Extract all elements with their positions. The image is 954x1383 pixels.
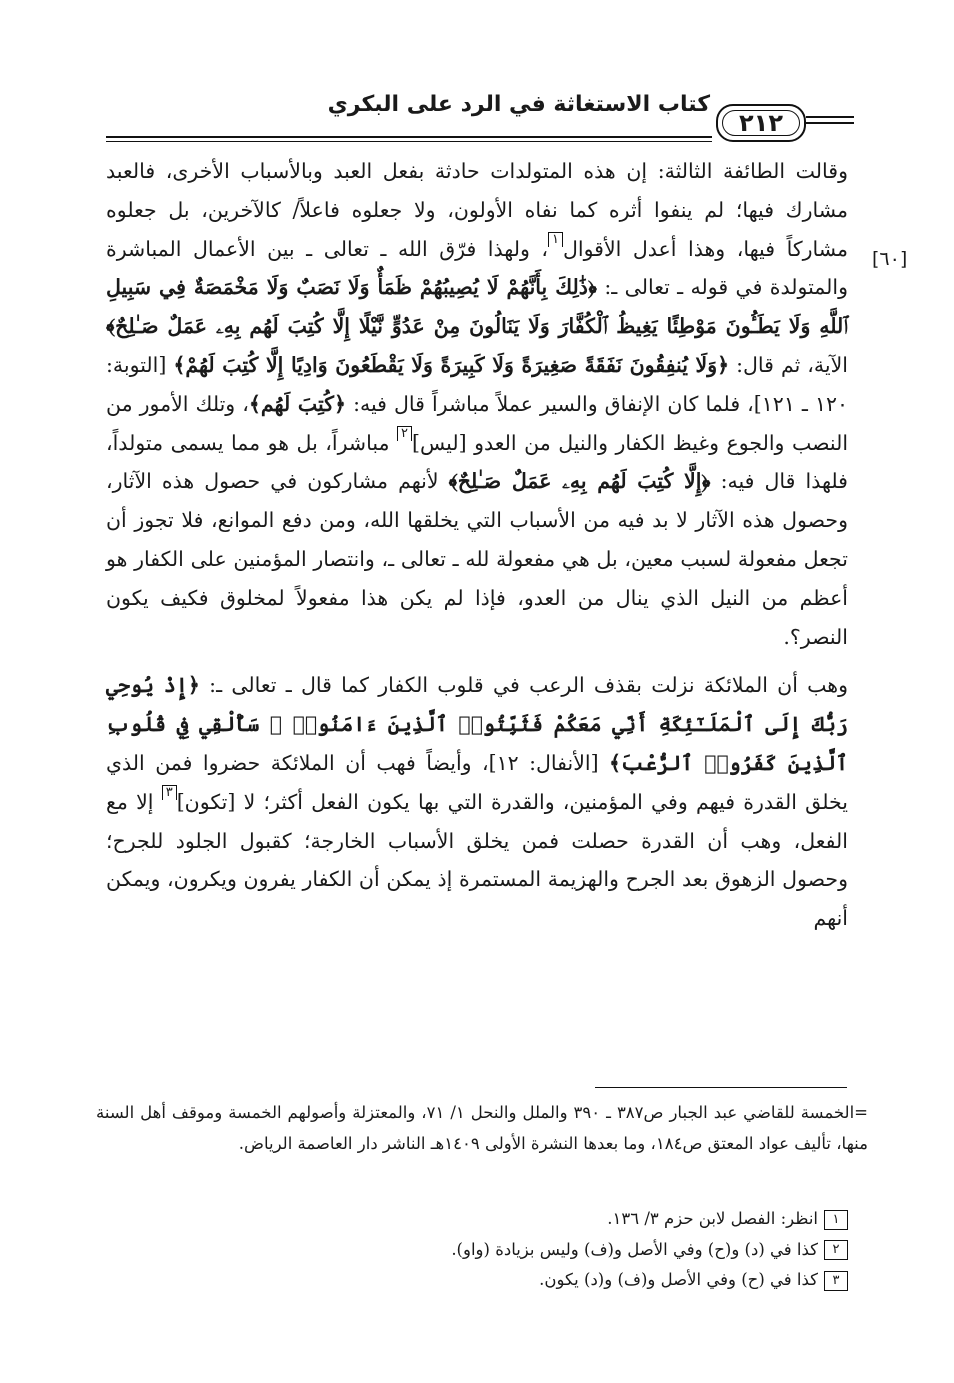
text-run: مباشراً، بل هو مما يسمى متولداً، فلهذا قال فيه:: [106, 430, 848, 494]
text-run: إلا مع الفعل، وهب أن القدرة حصلت فمن يخلق الأسباب الخارجة؛ كقبول الجلود للجرح؛ وحصول الزهوق بعد الجرح والهزيمة المستمرة إذ يمكن أن الكفار يفرون ويكرون، ويمكن أنهم: [106, 789, 848, 931]
text-run: لأنهم مشاركون في حصول هذه الآثار، وحصول هذه الآثار لا بد فيه من الأسباب التي يخلقها الله، ومن دفع الموانع، فلا تجوز أن تجعل مفعولة لسبب معين، بل هي مفعولة لله ـ تعالى ـ، وانتصار المؤمنين على الكفار هو أعظم من النيل الذي ينال من العدو، فإذا لم يكن هذا مفعولاً لمخلوق فكيف يكون النصر؟.: [106, 469, 848, 649]
footnote-list: [300, 1204, 848, 1296]
quran-quote: ﴿ذَٰلِكَ بِأَنَّهُمْ لَا يُصِيبُهُمْ ظَمَأٌ وَلَا نَصَبٌ وَلَا مَخْمَصَةٌ فِي سَبِيلِ ٱللَّهِ وَلَا يَطَـُٔونَ مَوْطِئًا يَغِيظُ ٱلْكُفَّارَ وَلَا يَنَالُونَ مِنْ عَدُوٍّ نَّيْلًا إِلَّا كُتِبَ لَهُم بِهِۦ عَمَلٌ صَـٰلِحٌ﴾: [106, 275, 848, 339]
text-run: ، ولهذا فرّق الله ـ تعالى ـ بين الأعمال المباشرة والمتولدة في قوله ـ تعالى ـ:: [106, 236, 849, 300]
header-rule: [806, 116, 854, 118]
header-underline: [106, 136, 712, 138]
quran-quote: ﴿إِذْ يُوحِي رَبُّكَ إِلَى ٱلْمَلَـٰٓئِكَةِ أَنِّي مَعَكُمْ فَثَبِّتُوا۟ ٱلَّذِينَ ءَامَنُوا۟ ۚ سَأُلْقِي فِي قُلُوبِ ٱلَّذِينَ كَفَرُوا۟ ٱلرُّعْبَ﴾: [106, 673, 848, 775]
paragraph: [106, 666, 848, 938]
text-run: [التوبة: ١٢٠ ـ ١٢١]، فلما كان الإنفاق والسير عملاً مباشراً قال فيه:: [106, 352, 848, 416]
footnote: [300, 1235, 848, 1266]
footnote-number: ١: [824, 1210, 848, 1230]
header-rule: [806, 122, 854, 124]
footnote-number: ٣: [824, 1271, 848, 1291]
header-underline: [106, 141, 712, 142]
main-text: [106, 152, 848, 948]
footnote-number: ٢: [824, 1240, 848, 1260]
text-run: وهب أن الملائكة نزلت بقذف الرعب في قلوب الكفار كما قال ـ تعالى ـ:: [209, 673, 848, 698]
footnote-continued: =الخمسة للقاضي عبد الجبار ص٣٨٧ ـ ٣٩٠ والملل والنحل ١/ ٧١، والمعتزلة وأصولهم الخمسة وموقف أهل السنة منها، تأليف عواد المعتق ص١٨٤، وما بعدها النشرة الأولى ١٤٠٩هـ الناشر دار العاصمة الرياض.: [96, 1103, 868, 1153]
text-run: وقالت الطائفة الثالثة: إن هذه المتولدات حادثة بفعل العبد وبالأسباب الأخرى، فالعبد مشارك فيها؛ لم ينفوا أثره كما نفاه الأولون، ولا جعلوه فاعلاً/ كالآخرين، بل جعلوه مشاركاً فيها، وهذا أعدل الأقوال: [106, 159, 848, 261]
footnote: [300, 1204, 848, 1235]
footnote-ref: ١: [548, 232, 563, 247]
running-title: كتاب الاستغاثة في الرد على البكري: [327, 92, 710, 117]
text-run: [الأنفال: ١٢]، وأيضاً فهب أن الملائكة حضروا فمن الذي يخلق القدرة فيهم وفي المؤمنين، والقدرة التي بها يكون الفعل أكثر؛ لا [تكون]: [106, 750, 848, 814]
page-number: [716, 104, 806, 142]
quran-quote: ﴿وَلَا يُنفِقُونَ نَفَقَةً صَغِيرَةً وَلَا كَبِيرَةً وَلَا يَقْطَعُونَ وَادِيًا إِلَّا كُتِبَ لَهُمْ﴾: [173, 352, 730, 377]
footnote-ref: ٣: [162, 785, 177, 800]
footnote-separator: [595, 1087, 847, 1088]
footnote-text: انظر: الفصل لابن حزم ٣/ ١٣٦.: [607, 1209, 818, 1228]
quran-quote: ﴿إِلَّا كُتِبَ لَهُم بِهِۦ عَمَلٌ صَـٰلِحٌ﴾: [448, 469, 711, 494]
footnote-text: كذا في (ح) وفي الأصل و(ف) و(د) يكون.: [539, 1270, 818, 1289]
footnote-text: كذا في (د) و(ح) وفي الأصل و(ف) وليس بزيادة (واو).: [451, 1239, 818, 1259]
paragraph: [106, 152, 848, 656]
manuscript-folio-ref: [٦٠]: [872, 248, 908, 270]
text-run: ، وتلك الأمور من النصب والجوع وغيظ الكفار والنيل من العدو [ليس]: [106, 391, 849, 455]
footnote-ref: ٢: [397, 426, 412, 441]
text-run: الآية، ثم قال:: [736, 352, 848, 377]
quran-quote: ﴿كُتِبَ لَهُم﴾: [248, 391, 346, 416]
footnote: [300, 1265, 848, 1296]
page-number-text: ٢١٢: [739, 109, 783, 137]
footnotes: [96, 1098, 868, 1159]
